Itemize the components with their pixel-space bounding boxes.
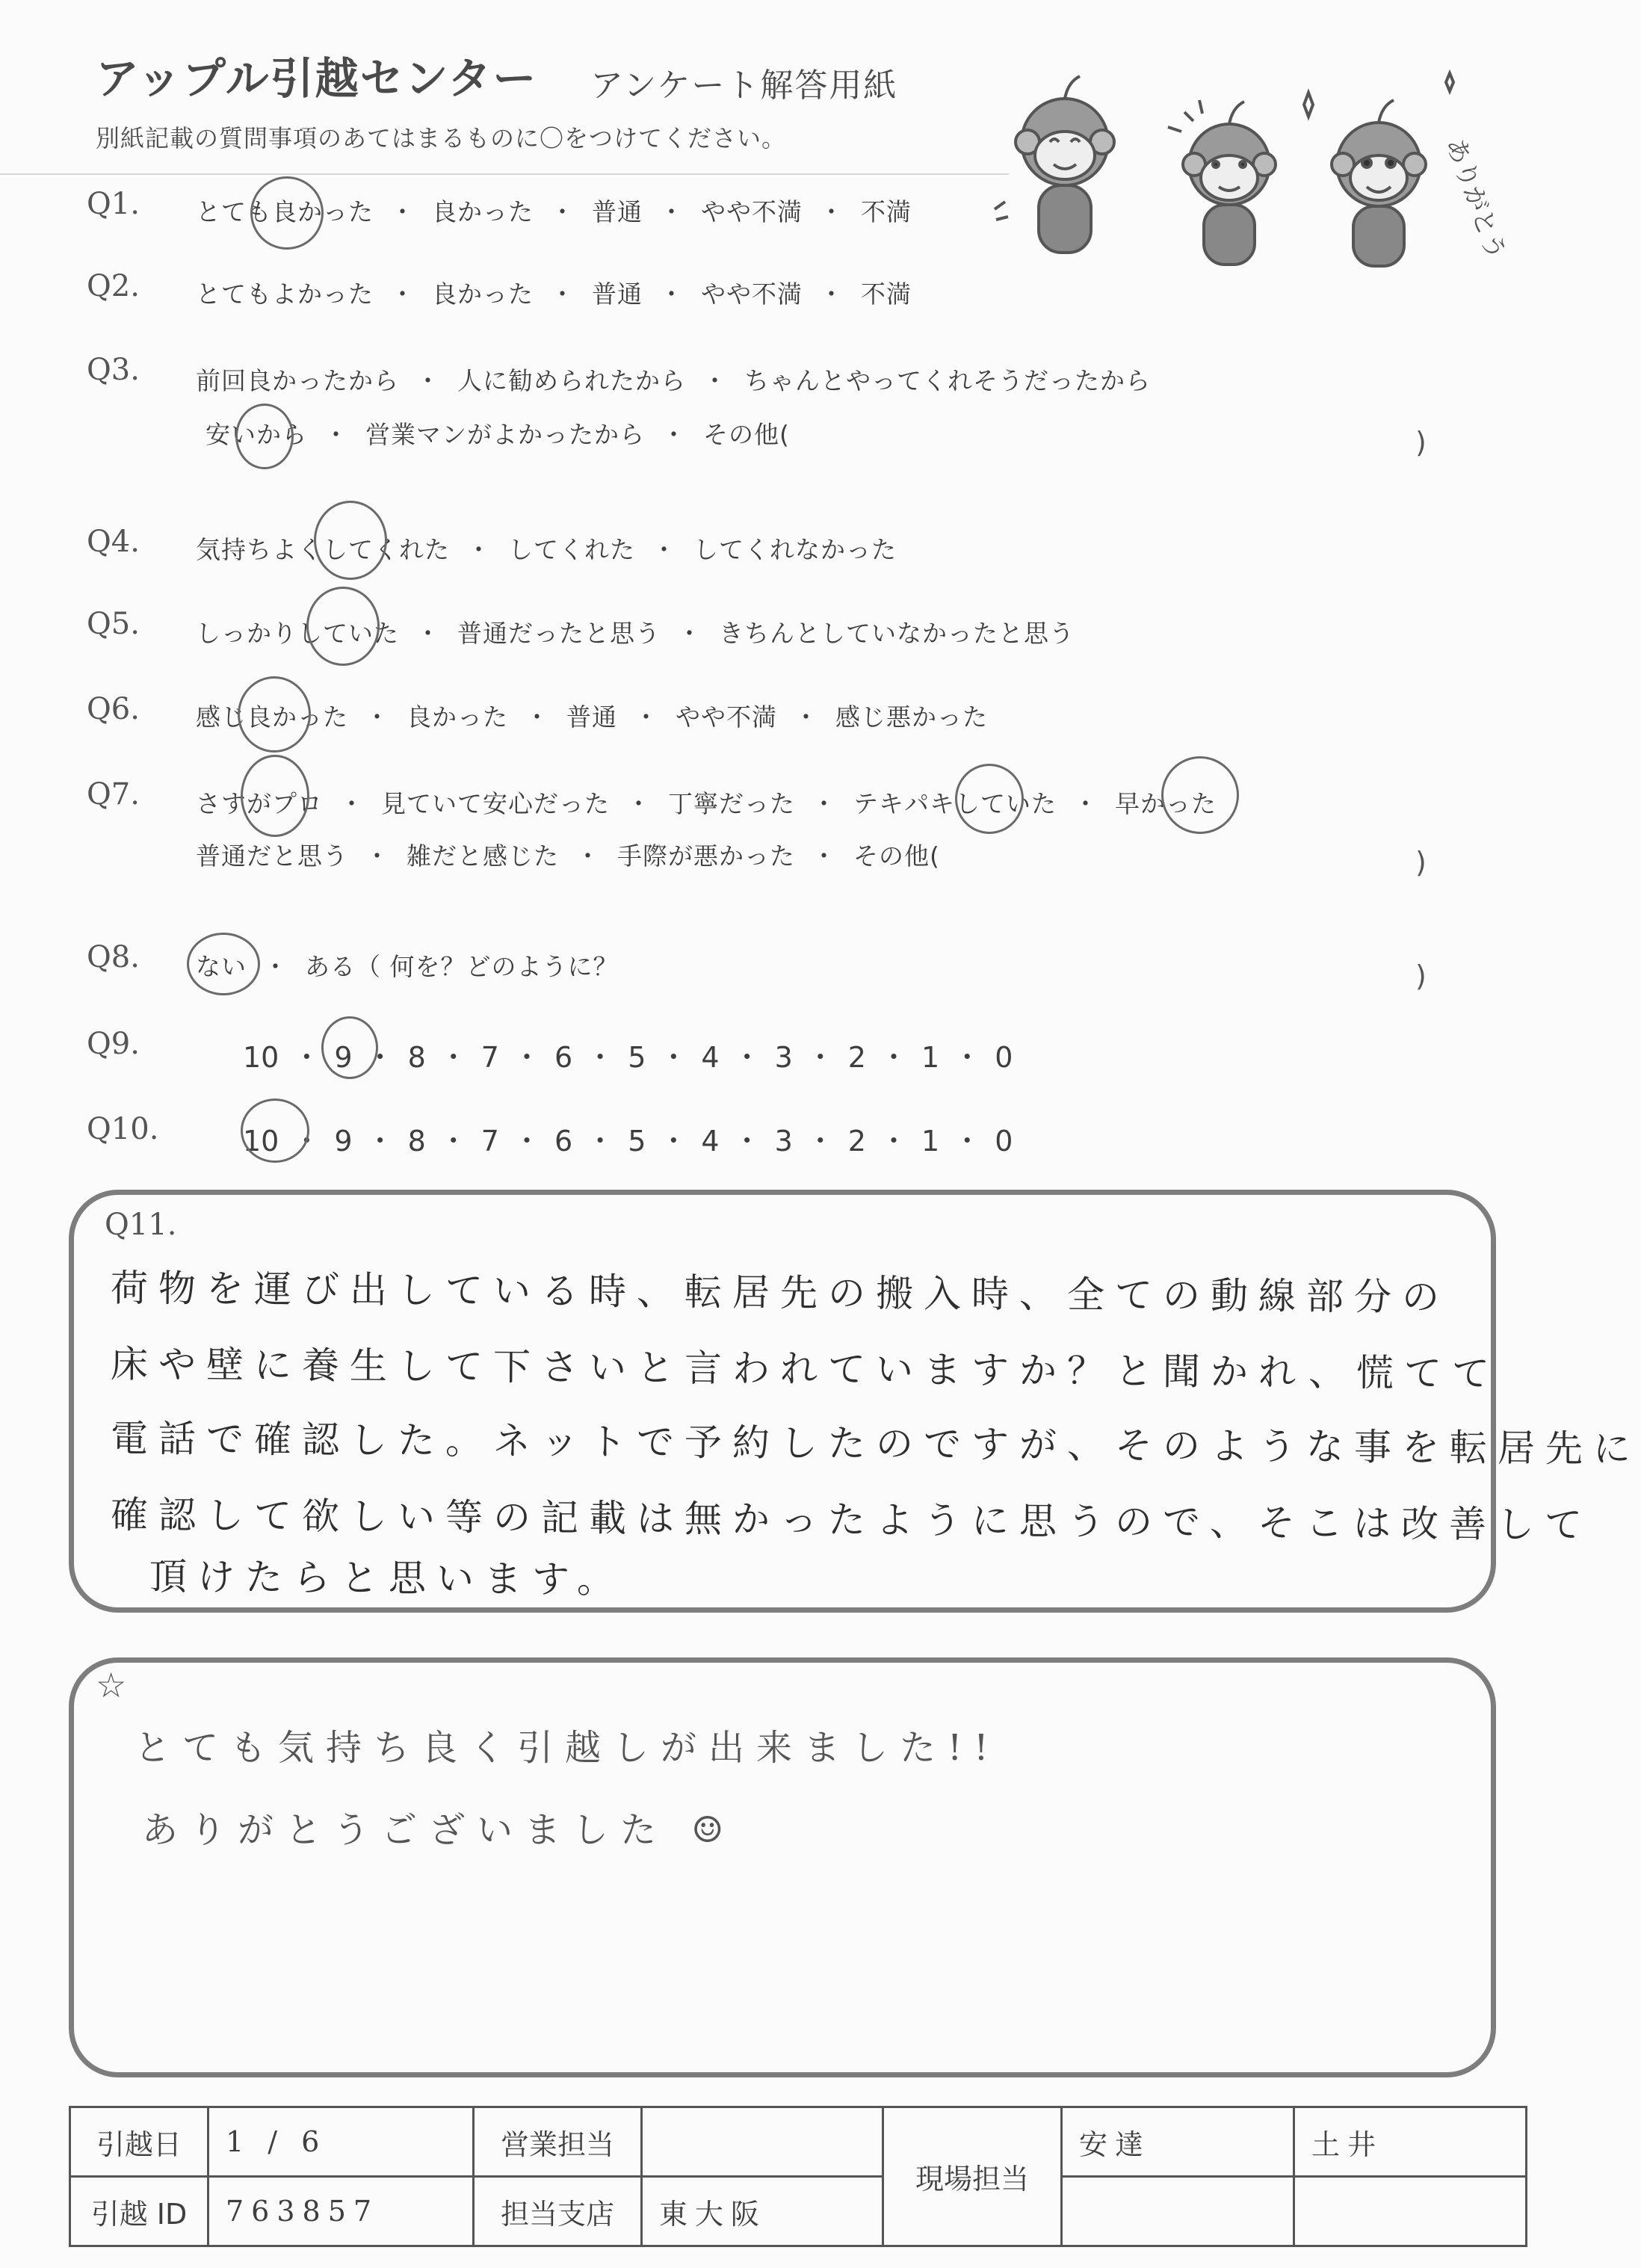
q5-selection-circle — [306, 587, 380, 666]
q3-option[interactable]: 人に勧められたから — [457, 366, 686, 395]
branch-value[interactable]: 東大阪 — [642, 2177, 883, 2246]
q7-option[interactable]: 早かった — [1115, 789, 1217, 818]
q7-close-paren: ) — [1415, 846, 1427, 879]
site-staff-label: 現場担当 — [883, 2107, 1062, 2246]
q5-option[interactable]: しっかりしていた — [196, 619, 399, 648]
q10-scale-option[interactable]: 3 — [774, 1125, 793, 1158]
q4-option[interactable]: 気持ちよくしてくれた — [196, 535, 450, 564]
monkey-icon — [1304, 73, 1453, 266]
q9-scale-option[interactable]: 10 — [243, 1041, 279, 1074]
q3-option[interactable]: 前回良かったから — [196, 366, 399, 395]
q2-option[interactable]: 普通 — [592, 279, 643, 309]
scale-separator: ・ — [512, 1041, 541, 1074]
site-staff-value[interactable]: 土井 — [1294, 2107, 1527, 2177]
staff-info-table — [69, 2106, 1527, 2247]
q9-scale-option[interactable]: 6 — [554, 1041, 573, 1074]
q7-options-line2: 普通だと思う ・ 雑だと感じた ・ 手際が悪かった ・ その他( — [196, 841, 940, 871]
mascot-monkeys-illustration — [998, 52, 1512, 276]
scale-separator: ・ — [659, 1041, 688, 1074]
q6-label: Q6. — [87, 692, 140, 726]
scale-separator: ・ — [586, 1125, 615, 1158]
q7-selection-circle — [955, 764, 1024, 834]
q1-option[interactable]: 普通 — [592, 197, 643, 226]
q10-selection-circle — [241, 1099, 309, 1163]
q11-comment-line: 荷物を運び出している時、転居先の搬入時、全ての動線部分の — [110, 1266, 1450, 1320]
q2-option[interactable]: 良かった — [432, 279, 534, 309]
scale-separator: ・ — [365, 1125, 395, 1158]
mascot-caption: ありがとう — [1439, 134, 1512, 264]
q10-scale-option[interactable]: 5 — [628, 1125, 646, 1158]
q9-scale-option[interactable]: 0 — [995, 1041, 1013, 1074]
q4-selection-circle — [314, 501, 387, 580]
q10-scale-option[interactable]: 8 — [407, 1125, 426, 1158]
q8-option[interactable]: ある（ 何を？どのように？ — [305, 952, 619, 981]
q3-options-line2: 安いから ・ 営業マンがよかったから ・ その他( — [205, 420, 790, 449]
q4-option[interactable]: してくれなかった — [693, 535, 897, 564]
q7-selection-circle — [241, 755, 309, 837]
q9-scale-option[interactable]: 9 — [334, 1041, 353, 1074]
scale-separator: ・ — [292, 1125, 321, 1158]
q1-option[interactable]: やや不満 — [701, 197, 803, 226]
document-title: アンケート解答用紙 — [590, 67, 898, 105]
q7-option[interactable]: その他( — [853, 841, 940, 871]
q3-option[interactable]: 営業マンがよかったから — [365, 420, 645, 449]
scale-separator: ・ — [659, 1125, 688, 1158]
scale-separator: ・ — [806, 1041, 835, 1074]
star-icon: ☆ — [96, 1665, 127, 1705]
q9-scale-option[interactable]: 8 — [407, 1041, 426, 1074]
q5-options: しっかりしていた ・ 普通だったと思う ・ きちんとしていなかったと思う — [196, 619, 1075, 648]
instruction-text: 別紙記載の質問事項のあてはまるものに〇をつけてください。 — [96, 124, 787, 152]
q3-option[interactable]: その他( — [703, 420, 790, 449]
move-id-value[interactable]: 763857 — [208, 2177, 474, 2246]
q9-scale-option[interactable]: 2 — [847, 1041, 866, 1074]
header-divider — [0, 173, 1009, 175]
q4-option[interactable]: してくれた — [508, 535, 635, 564]
sales-value[interactable] — [642, 2107, 883, 2177]
q10-label: Q10. — [87, 1112, 159, 1146]
scale-separator: ・ — [879, 1125, 908, 1158]
q8-options: ない ・ ある（ 何を？どのように？ — [196, 952, 619, 981]
q2-option[interactable]: 不満 — [861, 279, 912, 309]
q1-label: Q1. — [87, 187, 140, 221]
q10-scale-option[interactable]: 10 — [243, 1125, 279, 1158]
scale-separator: ・ — [732, 1125, 761, 1158]
branch-label: 担当支店 — [474, 2177, 642, 2246]
q10-scale-option[interactable]: 1 — [921, 1125, 940, 1158]
q10-scale-option[interactable]: 9 — [334, 1125, 353, 1158]
q6-options: 感じ良かった ・ 良かった ・ 普通 ・ やや不満 ・ 感じ悪かった — [196, 702, 988, 732]
monkey-icon — [995, 76, 1114, 253]
q6-option[interactable]: やや不満 — [676, 702, 777, 732]
q10-scale-option[interactable]: 6 — [554, 1125, 573, 1158]
q5-option[interactable]: 普通だったと思う — [457, 619, 661, 648]
q8-label: Q8. — [87, 940, 140, 974]
q5-label: Q5. — [87, 607, 140, 641]
q6-selection-circle — [238, 676, 311, 753]
q3-option[interactable]: ちゃんとやってくれそうだったから — [744, 366, 1151, 395]
brand-name: アップル引越センター — [96, 53, 538, 104]
q6-option[interactable]: 感じ悪かった — [835, 702, 988, 732]
q4-options: 気持ちよくしてくれた ・ してくれた ・ してくれなかった — [196, 535, 897, 564]
q1-option[interactable]: 不満 — [861, 197, 912, 226]
site-staff-empty-cell[interactable] — [1062, 2177, 1294, 2246]
move-date-label: 引越日 — [70, 2107, 208, 2177]
q1-options: とても良かった ・ 良かった ・ 普通 ・ やや不満 ・ 不満 — [196, 197, 912, 226]
q7-option[interactable]: さすがプロ — [196, 789, 323, 818]
q11-comment-line: 確認して欲しい等の記載は無かったように思うので、そこは改善して — [110, 1493, 1593, 1547]
q6-option[interactable]: 良かった — [407, 702, 508, 732]
scale-separator: ・ — [806, 1125, 835, 1158]
q10-scale-option[interactable]: 7 — [480, 1125, 499, 1158]
q11-comment-line: 電話で確認した。ネットで予約したのですが、そのような事を転居先に — [110, 1416, 1641, 1471]
q7-option[interactable]: 丁寧だった — [668, 789, 795, 818]
q11-comment-line: 頂けたらと思います。 — [149, 1554, 625, 1602]
scale-separator: ・ — [365, 1041, 395, 1074]
scale-separator: ・ — [439, 1041, 468, 1074]
q10-scale-option[interactable]: 2 — [847, 1125, 866, 1158]
q2-options: とてもよかった ・ 良かった ・ 普通 ・ やや不満 ・ 不満 — [196, 279, 912, 309]
move-id-label: 引越 ID — [70, 2177, 208, 2246]
scale-separator: ・ — [512, 1125, 541, 1158]
q4-label: Q4. — [87, 525, 140, 559]
q3-options-line1: 前回良かったから ・ 人に勧められたから ・ ちゃんとやってくれそうだったから — [196, 366, 1151, 395]
q3-option[interactable]: 安いから — [205, 420, 307, 449]
q7-options-line1: さすがプロ ・ 見ていて安心だった ・ 丁寧だった ・ テキパキしていた ・ 早かった — [196, 789, 1217, 818]
scale-separator: ・ — [439, 1125, 468, 1158]
q6-option[interactable]: 普通 — [566, 702, 617, 732]
q7-label: Q7. — [87, 777, 140, 812]
sales-label: 営業担当 — [474, 2107, 642, 2177]
q10-scale-option[interactable]: 4 — [701, 1125, 720, 1158]
scale-separator: ・ — [292, 1041, 321, 1074]
q8-selection-circle — [187, 933, 260, 995]
scale-separator: ・ — [586, 1041, 615, 1074]
q7-option[interactable]: テキパキしていた — [853, 789, 1057, 818]
q10-scale-option[interactable]: 0 — [995, 1125, 1013, 1158]
q7-option[interactable]: 普通だと思う — [196, 841, 348, 871]
q11-label: Q11. — [105, 1208, 177, 1242]
q1-option[interactable]: とても良かった — [196, 197, 374, 226]
q3-label: Q3. — [87, 353, 140, 387]
q2-label: Q2. — [87, 269, 140, 303]
scale-separator: ・ — [732, 1041, 761, 1074]
q10-scale — [243, 1118, 1013, 1159]
scale-separator: ・ — [953, 1125, 982, 1158]
scale-separator: ・ — [953, 1041, 982, 1074]
q3-selection-circle — [235, 404, 294, 469]
q7-option[interactable]: 雑だと感じた — [407, 841, 559, 871]
q3-close-paren: ) — [1415, 426, 1427, 459]
q5-option[interactable]: きちんとしていなかったと思う — [719, 619, 1075, 648]
q9-scale-option[interactable]: 5 — [628, 1041, 646, 1074]
move-date-value[interactable]: 1 / 6 — [208, 2107, 474, 2177]
q9-scale-option[interactable]: 3 — [774, 1041, 793, 1074]
q9-selection-circle — [321, 1016, 378, 1079]
q6-option[interactable]: 感じ良かった — [196, 702, 348, 732]
q9-scale-option[interactable]: 7 — [480, 1041, 499, 1074]
q7-selection-circle — [1161, 756, 1239, 834]
q8-close-paren: ) — [1415, 960, 1427, 992]
q11-comment-line: 床や壁に養生して下さいと言われていますか？と聞かれ、慌てて — [110, 1342, 1501, 1396]
q7-option[interactable]: 手際が悪かった — [617, 841, 795, 871]
q2-option[interactable]: とてもよかった — [196, 279, 374, 309]
q1-selection-circle — [250, 176, 324, 250]
q9-scale-option[interactable]: 4 — [701, 1041, 720, 1074]
q2-option[interactable]: やや不満 — [701, 279, 803, 309]
q1-option[interactable]: 良かった — [432, 197, 534, 226]
q9-label: Q9. — [87, 1027, 140, 1061]
site-staff-empty-cell[interactable] — [1294, 2177, 1527, 2246]
monkey-icon — [1168, 100, 1276, 265]
scale-separator: ・ — [879, 1041, 908, 1074]
star-comment-line: とても気持ち良く引越しが出来ました!! — [135, 1727, 1001, 1769]
star-comment-line: ありがとうございました ☺ — [142, 1809, 736, 1851]
q8-option[interactable]: ない — [196, 952, 247, 981]
q9-scale-option[interactable]: 1 — [921, 1041, 940, 1074]
site-staff-value[interactable]: 安達 — [1062, 2107, 1294, 2177]
q7-option[interactable]: 見ていて安心だった — [381, 789, 610, 818]
